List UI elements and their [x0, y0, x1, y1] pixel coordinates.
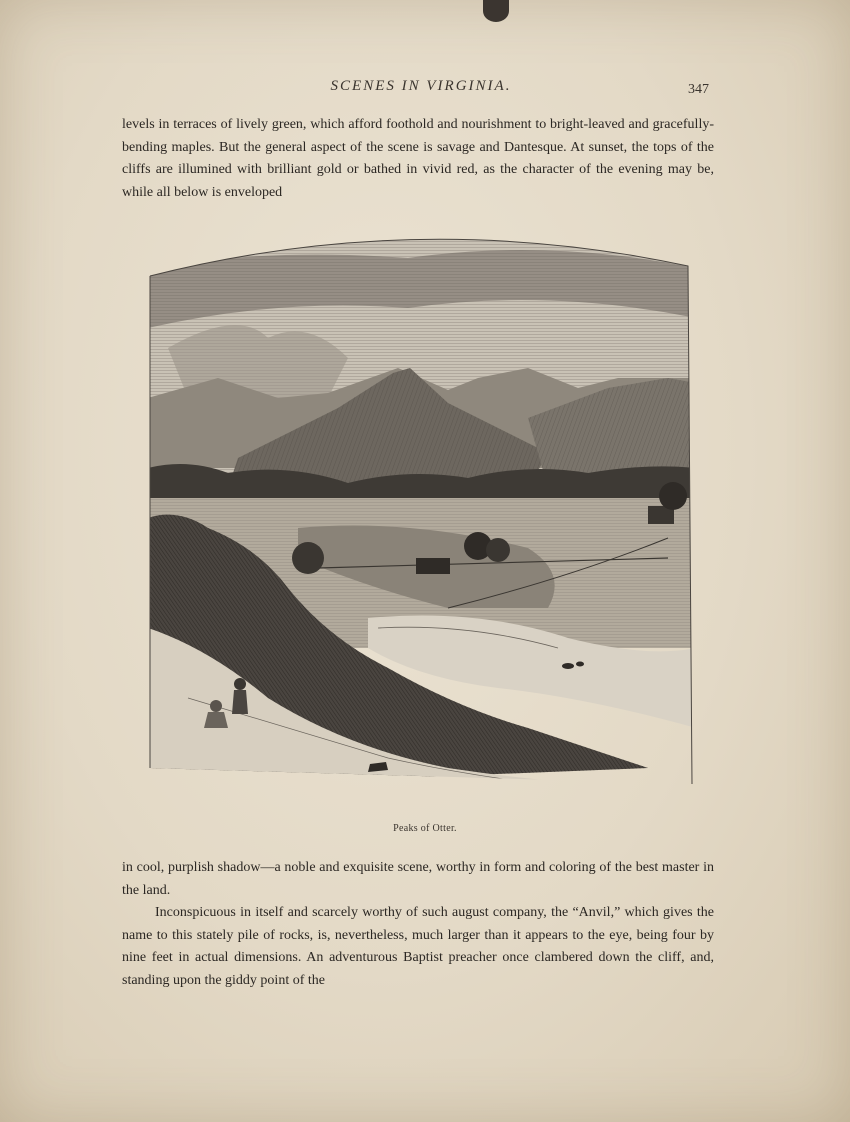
page-number: 347 [688, 82, 709, 97]
figure-caption: Peaks of Otter. [393, 823, 457, 834]
paragraph-2: Inconspicuous in itself and scarcely worthy of such august company, the “Anvil,” which gives the name to this stately pile of rocks, is, nevertheless, much larger than it appears to the eye, being four by nine feet in actual dimensions. An adventurous Baptist preacher once clambered down the cliff, and, standing upon the giddy point of the [122, 905, 714, 988]
paragraph-continued: levels in terraces of lively green, which afford foothold and nourishment to bright-leaved and gracefully-bending maples. But the general aspect of the scene is savage and Dantesque. At sunset, the tops of the cliffs are illumined with brilliant gold or bathed in vivid red, as the character of the evening may be, while all below is enveloped [122, 117, 714, 200]
engraving-peaks-of-otter [148, 228, 696, 812]
engraving-illustration [148, 228, 696, 812]
binding-hole [483, 0, 509, 22]
body-text-bottom [122, 857, 714, 992]
running-head [0, 78, 850, 95]
paragraph-1: in cool, purplish shadow—a noble and exquisite scene, worthy in form and coloring of the best master in the land. [122, 860, 714, 898]
running-title: SCENES IN VIRGINIA. [330, 78, 512, 94]
body-text-top [122, 114, 714, 204]
